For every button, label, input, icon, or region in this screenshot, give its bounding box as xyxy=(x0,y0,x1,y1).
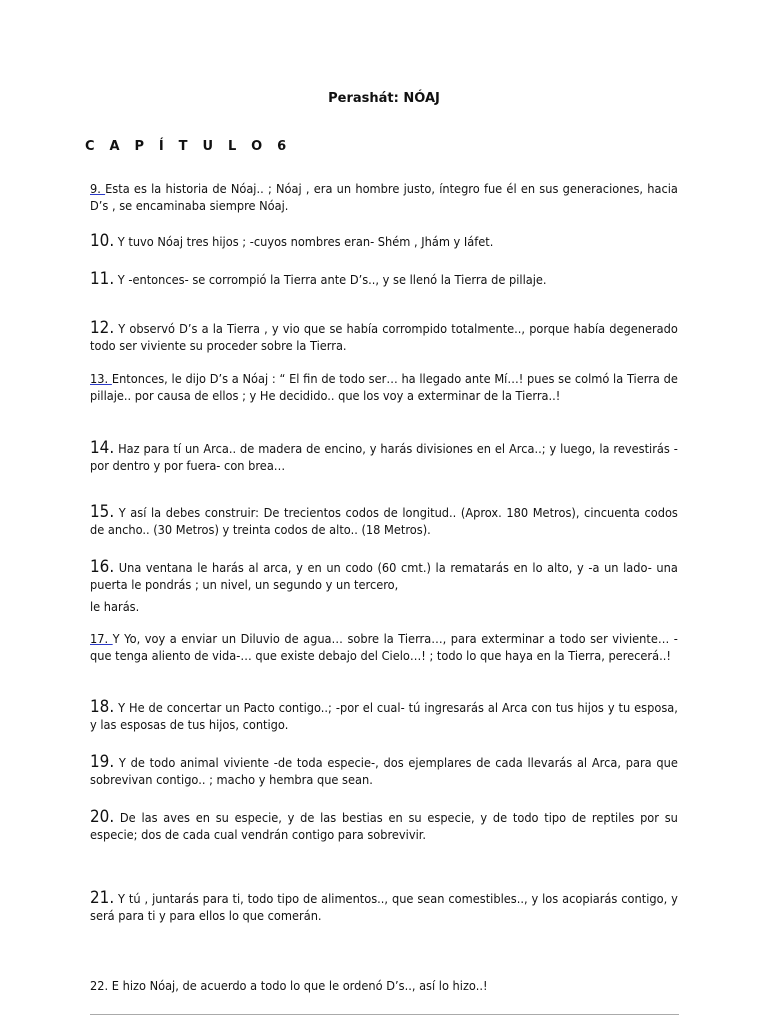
chapter-heading: C A P Í T U L O 6 xyxy=(85,139,292,154)
verse-9 xyxy=(90,180,678,214)
verse-number: 11. xyxy=(90,269,115,288)
verse-text: E hizo Nóaj, de acuerdo a todo lo que le ordenó D’s.., así lo hizo..! xyxy=(108,978,488,993)
page-title: Perashát: NÓAJ xyxy=(328,91,440,106)
verse-14 xyxy=(90,439,678,474)
verse-number: 12. xyxy=(90,318,115,337)
verse-number: 10. xyxy=(90,231,115,250)
verse-number: 13. xyxy=(90,371,112,386)
verse-17 xyxy=(90,630,678,664)
verse-text: De las aves en su especie, y de las bestias en su especie, y de todo tipo de reptiles por su especie; dos de cada cual vendrán contigo para sobrevivir. xyxy=(90,810,678,842)
verse-text: Y -entonces- se corrompió la Tierra ante D’s.., y se llenó la Tierra de pillaje. xyxy=(114,272,547,287)
verse-11 xyxy=(90,270,678,288)
verse-number: 9. xyxy=(90,181,106,196)
verse-12 xyxy=(90,319,678,354)
page-bottom-rule xyxy=(90,1014,679,1015)
verse-15 xyxy=(90,503,678,538)
verse-16-continuation: le harás. xyxy=(90,599,140,614)
verse-number: 15. xyxy=(90,502,115,521)
verse-text: Haz para tí un Arca.. de madera de encino, y harás divisiones en el Arca..; y luego, la revestirás -por dentro y por fuera- con brea… xyxy=(90,441,678,473)
verse-text: Esta es la historia de Nóaj.. ; Nóaj , era un hombre justo, íntegro fue él en sus generaciones, hacia D’s , se encaminaba siempre Nóaj. xyxy=(90,181,678,213)
verse-13 xyxy=(90,370,678,404)
verse-20 xyxy=(90,808,678,843)
verse-text: Y así la debes construir: De trecientos codos de longitud.. (Aprox. 180 Metros), cincuenta codos de ancho.. (30 Metros) y treinta codos de alto.. (18 Metros). xyxy=(90,505,678,537)
verse-22 xyxy=(90,977,678,994)
verse-text: Y Yo, voy a enviar un Diluvio de agua… sobre la Tierra…, para exterminar a todo ser viviente… -que tenga aliento de vida-… que existe debajo del Cielo…! ; todo lo que haya en la Tierra, perecerá..! xyxy=(90,631,678,663)
verse-number: 20. xyxy=(90,807,115,826)
verse-number: 19. xyxy=(90,752,115,771)
verse-number: 14. xyxy=(90,438,115,457)
verse-21 xyxy=(90,889,678,924)
verse-19 xyxy=(90,753,678,788)
verse-number: 16. xyxy=(90,557,115,576)
verse-text: Y He de concertar un Pacto contigo..; -por el cual- tú ingresarás al Arca con tus hijos y tu esposa, y las esposas de tus hijos, contigo. xyxy=(90,700,678,732)
verse-text: Y tuvo Nóaj tres hijos ; -cuyos nombres eran- Shém , Jhám y Iáfet. xyxy=(114,234,494,249)
verse-number: 21. xyxy=(90,888,115,907)
verse-number: 18. xyxy=(90,697,115,716)
verse-text: Entonces, le dijo D’s a Nóaj : “ El fin de todo ser… ha llegado ante Mí…! pues se colmó la Tierra de pillaje.. por causa de ellos ; y He decidido.. que los voy a exterminar de la Tierra..! xyxy=(90,371,678,403)
verse-18 xyxy=(90,698,678,733)
verse-text: Y de todo animal viviente -de toda especie-, dos ejemplares de cada llevarás al Arca, para que sobrevivan contigo.. ; macho y hembra que sean. xyxy=(90,755,678,787)
verse-text: Y tú , juntarás para ti, todo tipo de alimentos.., que sean comestibles.., y los acopiarás contigo, y será para ti y para ellos lo que comerán. xyxy=(90,891,678,923)
verse-number: 22. xyxy=(90,978,109,993)
verse-10 xyxy=(90,232,678,250)
verse-16 xyxy=(90,558,678,593)
verse-text: Y observó D’s a la Tierra , y vio que se había corrompido totalmente.., porque había degenerado todo ser viviente su proceder sobre la Tierra. xyxy=(90,321,678,353)
verse-text: Una ventana le harás al arca, y en un codo (60 cmt.) la rematarás en lo alto, y -a un lado- una puerta le pondrás ; un nivel, un segundo y un tercero, xyxy=(90,560,678,592)
verse-number: 17. xyxy=(90,631,113,646)
